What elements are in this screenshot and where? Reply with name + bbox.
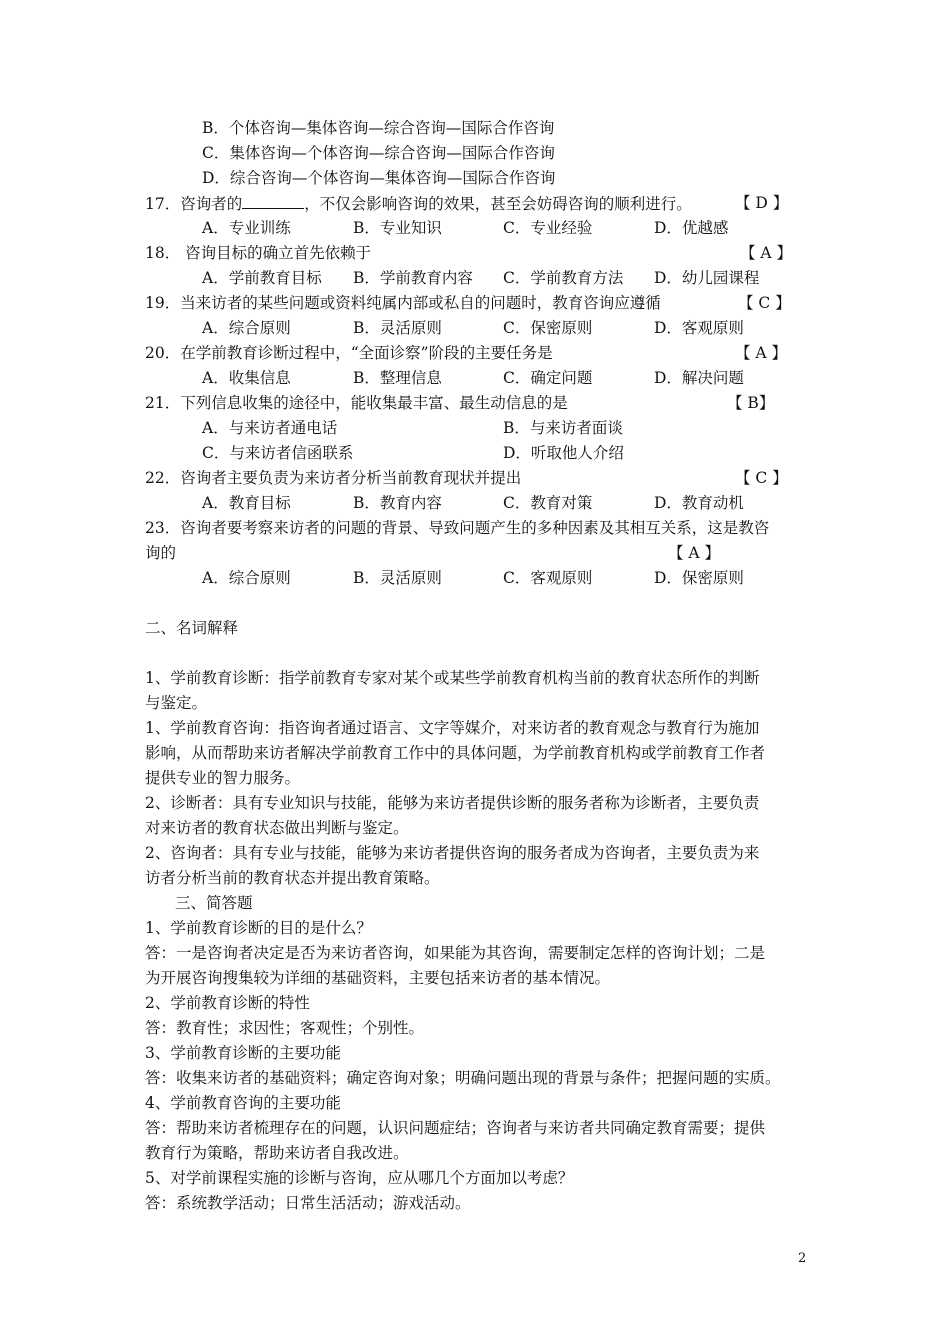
definition-line: 对来访者的教育状态做出判断与鉴定。 — [145, 819, 409, 837]
option: A．教育目标 — [202, 494, 291, 512]
qa-line: 1、学前教育诊断的目的是什么？ — [145, 919, 372, 937]
option: B．与来访者面谈 — [503, 419, 623, 437]
question-stem: ，不仅会影响咨询的效果，甚至会妨碍咨询的顺利进行。 — [304, 195, 692, 213]
option: C．专业经验 — [503, 219, 593, 237]
definition-line: 2、咨询者：具有专业与技能，能够为来访者提供咨询的服务者成为咨询者，主要负责为来 — [145, 844, 760, 862]
fill-in-blank — [242, 193, 304, 209]
option-line: B．个体咨询—集体咨询—综合咨询—国际合作咨询 — [202, 119, 555, 137]
qa-line: 答：系统教学活动；日常生活活动；游戏活动。 — [145, 1194, 471, 1212]
qa-line: 答：一是咨询者决定是否为来访者咨询，如果能为其咨询，需要制定怎样的咨询计划；二是 — [145, 944, 766, 962]
option: A．专业训练 — [202, 219, 291, 237]
question-23-cont: 询的 — [145, 544, 177, 562]
definition-line: 1、学前教育咨询：指咨询者通过语言、文字等媒介，对来访者的教育观念与教育行为施加 — [145, 719, 760, 737]
page-number: 2 — [798, 1251, 807, 1266]
question-18: 18． 咨询目标的确立首先依赖于 — [145, 244, 372, 262]
section-heading: 二、名词解释 — [145, 619, 239, 637]
option: A．综合原则 — [202, 569, 291, 587]
option: B．教育内容 — [353, 494, 442, 512]
option-line: C．集体咨询—个体咨询—综合咨询—国际合作咨询 — [202, 144, 555, 162]
question-19: 19．当来访者的某些问题或资料纯属内部或私自的问题时，教育咨询应遵循 — [145, 294, 661, 312]
option: B．灵活原则 — [353, 569, 442, 587]
answer-bracket: 【 A 】 — [735, 344, 788, 362]
option: C．保密原则 — [503, 319, 593, 337]
option-line: D．综合咨询—个体咨询—集体咨询—国际合作咨询 — [202, 169, 556, 187]
answer-bracket: 【 A 】 — [668, 544, 721, 562]
question-23: 23．咨询者要考察来访者的问题的背景、导致问题产生的多种因素及其相互关系，这是教咨 — [145, 519, 770, 537]
answer-bracket: 【 C 】 — [738, 294, 791, 312]
option: A．与来访者通电话 — [202, 419, 338, 437]
definition-line: 1、学前教育诊断：指学前教育专家对某个或某些学前教育机构当前的教育状态所作的判断 — [145, 669, 760, 687]
option: C．教育对策 — [503, 494, 593, 512]
answer-bracket: 【 D 】 — [735, 194, 789, 212]
option: D．保密原则 — [654, 569, 744, 587]
answer-bracket: 【 B】 — [727, 394, 775, 412]
option: D．教育动机 — [654, 494, 744, 512]
question-17 — [145, 193, 692, 214]
option: C．学前教育方法 — [503, 269, 624, 287]
qa-line: 答：帮助来访者梳理存在的问题，认识问题症结；咨询者与来访者共同确定教育需要；提供 — [145, 1119, 766, 1137]
option: D．客观原则 — [654, 319, 744, 337]
qa-line: 4、学前教育咨询的主要功能 — [145, 1094, 341, 1112]
option: D．解决问题 — [654, 369, 744, 387]
definition-line: 2、诊断者：具有专业知识与技能，能够为来访者提供诊断的服务者称为诊断者，主要负责 — [145, 794, 760, 812]
option: B．整理信息 — [353, 369, 442, 387]
qa-line: 教育行为策略，帮助来访者自我改进。 — [145, 1144, 409, 1162]
option: D．听取他人介绍 — [503, 444, 624, 462]
answer-bracket: 【 A 】 — [740, 244, 793, 262]
definition-line: 提供专业的智力服务。 — [145, 769, 301, 787]
option: D．幼儿园课程 — [654, 269, 760, 287]
option: A．学前教育目标 — [202, 269, 322, 287]
section-heading: 三、简答题 — [175, 894, 253, 912]
option: C．客观原则 — [503, 569, 593, 587]
qa-line: 答：收集来访者的基础资料；确定咨询对象；明确问题出现的背景与条件；把握问题的实质。 — [145, 1069, 781, 1087]
definition-line: 影响，从而帮助来访者解决学前教育工作中的具体问题，为学前教育机构或学前教育工作者 — [145, 744, 766, 762]
option: B．灵活原则 — [353, 319, 442, 337]
qa-line: 为开展咨询搜集较为详细的基础资料，主要包括来访者的基本情况。 — [145, 969, 611, 987]
answer-bracket: 【 C 】 — [735, 469, 788, 487]
question-stem: 17．咨询者的 — [145, 195, 243, 213]
qa-line: 3、学前教育诊断的主要功能 — [145, 1044, 341, 1062]
qa-line: 5、对学前课程实施的诊断与咨询，应从哪几个方面加以考虑？ — [145, 1169, 574, 1187]
question-22: 22．咨询者主要负责为来访者分析当前教育现状并提出 — [145, 469, 522, 487]
option: B．专业知识 — [353, 219, 442, 237]
option: C．确定问题 — [503, 369, 593, 387]
qa-line: 2、学前教育诊断的特性 — [145, 994, 310, 1012]
option: D．优越感 — [654, 219, 729, 237]
option: A．综合原则 — [202, 319, 291, 337]
question-20: 20．在学前教育诊断过程中，“全面诊察”阶段的主要任务是 — [145, 344, 553, 362]
option: C．与来访者信函联系 — [202, 444, 354, 462]
question-21: 21．下列信息收集的途径中，能收集最丰富、最生动信息的是 — [145, 394, 568, 412]
option: B．学前教育内容 — [353, 269, 473, 287]
qa-line: 答：教育性；求因性；客观性；个别性。 — [145, 1019, 425, 1037]
definition-line: 与鉴定。 — [145, 694, 208, 712]
option: A．收集信息 — [202, 369, 291, 387]
definition-line: 访者分析当前的教育状态并提出教育策略。 — [145, 869, 440, 887]
